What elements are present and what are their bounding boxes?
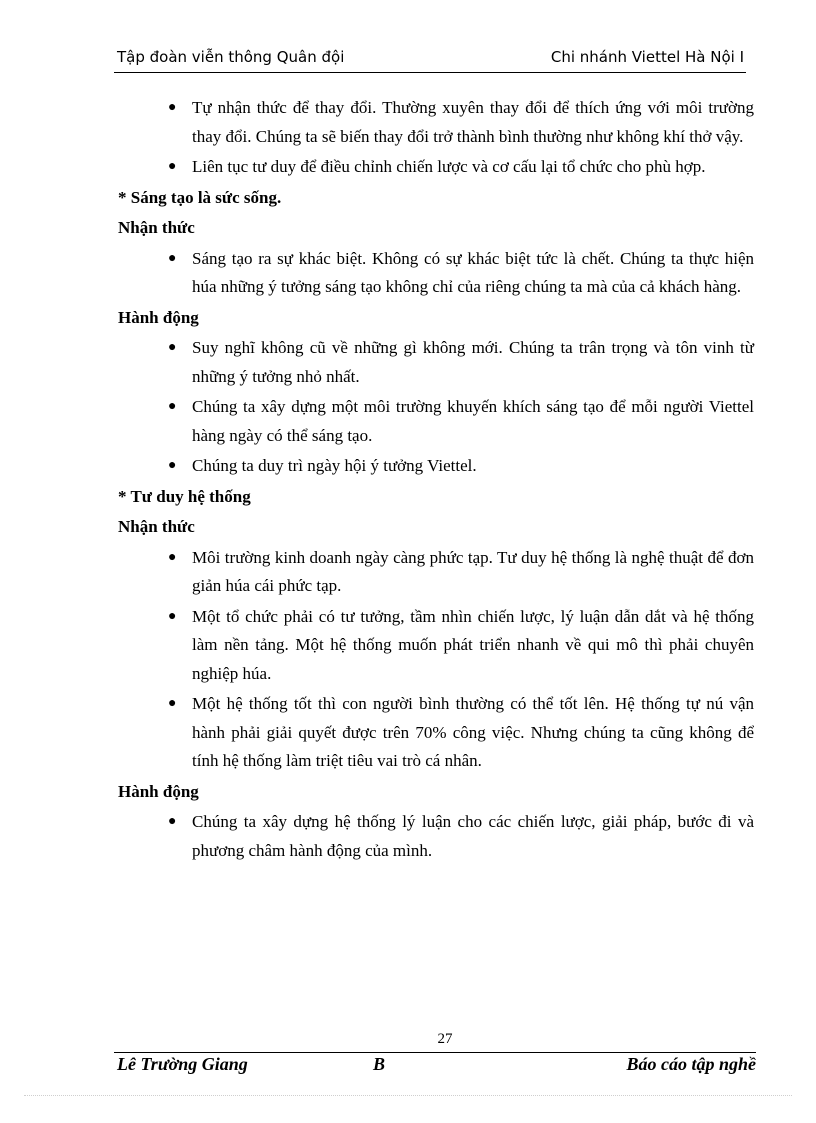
bullet-icon: ● bbox=[168, 814, 177, 829]
bullet-item bbox=[118, 603, 754, 689]
bullet-item bbox=[118, 690, 754, 776]
bullet-item bbox=[118, 393, 754, 450]
bullet-item bbox=[118, 153, 754, 182]
footer-author: Lê Trường Giang bbox=[117, 1054, 248, 1074]
bullet-icon: ● bbox=[168, 100, 177, 115]
bullet-icon: ● bbox=[168, 458, 177, 473]
bullet-text: Chúng ta xây dựng một môi trường khuyến khích sáng tạo để mỗi người Viettel hàng ngày có thể sáng tạo. bbox=[192, 397, 754, 445]
bullet-icon: ● bbox=[168, 549, 177, 565]
bullet-text: Môi trường kinh doanh ngày càng phức tạp. Tư duy hệ thống là nghệ thuật để đơn giản húa cái phức tạp. bbox=[192, 547, 754, 595]
bullet-text: Chúng ta xây dựng hệ thống lý luận cho các chiến lược, giải pháp, bước đi và phương châm hành động của mình. bbox=[192, 812, 754, 860]
bullet-icon: ● bbox=[168, 250, 177, 266]
bullet-item bbox=[118, 245, 754, 302]
footer-class: B bbox=[373, 1054, 386, 1074]
bullet-text: Một hệ thống tốt thì con người bình thường có thể tốt lên. Hệ thống tự nú vận hành phải giải quyết được trên 70% công việc. Nhưng chúng ta cũng không để tính hệ thống làm triệt tiêu vai trò cá nhân. bbox=[192, 694, 754, 770]
bullet-icon: ● bbox=[168, 608, 177, 624]
bullet-text: Tự nhận thức để thay đổi. Thường xuyên thay đổi để thích ứng với môi trường thay đổi. Chúng ta sẽ biến thay đổi trở thành bình thường như không khí thở vậy. bbox=[192, 98, 754, 146]
bullet-item bbox=[118, 452, 754, 481]
bullet-text: Một tổ chức phải có tư tưởng, tầm nhìn chiến lược, lý luận dẫn dắt và hệ thống làm nền tảng. Một hệ thống muốn phát triển nhanh về qui mô thì phải chuyên nghiệp húa. bbox=[192, 606, 754, 683]
section-heading: * Tư duy hệ thống bbox=[118, 486, 251, 506]
bullet-text: Suy nghĩ không cũ về những gì không mới. Chúng ta trân trọng và tôn vinh từ những ý tưởng nhỏ nhất. bbox=[192, 338, 754, 386]
section-heading: Nhận thức bbox=[118, 218, 195, 237]
header-rule bbox=[114, 72, 746, 73]
bullet-icon: ● bbox=[168, 696, 177, 711]
section-heading: * Sáng tạo là sức sống. bbox=[118, 187, 282, 207]
bullet-icon: ● bbox=[168, 159, 177, 174]
bullet-text: Chúng ta duy trì ngày hội ý tưởng Viettel. bbox=[192, 456, 477, 475]
bullet-item bbox=[118, 94, 754, 151]
bullet-item bbox=[118, 544, 754, 601]
document-body bbox=[118, 94, 754, 867]
header-organization: Tập đoàn viễn thông Quân đội bbox=[117, 48, 345, 66]
section-heading: Nhận thức bbox=[118, 517, 195, 536]
bullet-icon: ● bbox=[168, 340, 177, 355]
header-branch: Chi nhánh Viettel Hà Nội I bbox=[550, 48, 744, 66]
section-heading: Hành động bbox=[118, 307, 199, 327]
footer-rule bbox=[114, 1052, 756, 1053]
bullet-item bbox=[118, 808, 754, 865]
bullet-text: Liên tục tư duy để điều chỉnh chiến lược và cơ cấu lại tổ chức cho phù hợp. bbox=[192, 157, 706, 176]
footer-report-title: Báo cáo tập nghề bbox=[626, 1054, 756, 1074]
bullet-icon: ● bbox=[168, 399, 177, 414]
bullet-item bbox=[118, 334, 754, 391]
page-number: 27 bbox=[437, 1031, 453, 1047]
bullet-text: Sáng tạo ra sự khác biệt. Không có sự khác biệt tức là chết. Chúng ta thực hiện húa những ý tưởng sáng tạo không chỉ của riêng chúng ta mà của cả khách hàng. bbox=[192, 248, 754, 296]
page-bottom-divider bbox=[24, 1095, 792, 1096]
section-heading: Hành động bbox=[118, 781, 199, 801]
